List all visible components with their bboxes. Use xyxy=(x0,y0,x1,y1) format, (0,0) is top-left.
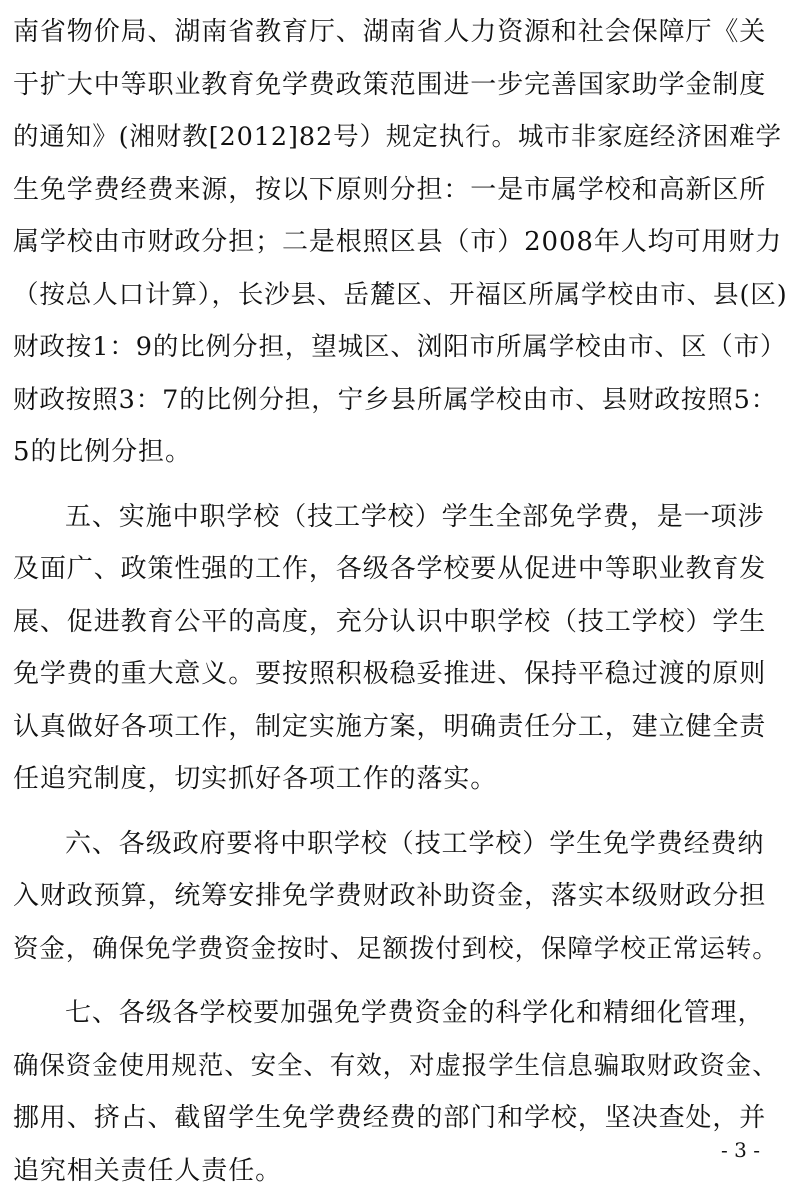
text-line: 任追究制度，切实抓好各项工作的落实。 xyxy=(13,753,789,806)
text-line: 展、促进教育公平的高度，充分认识中职学校（技工学校）学生 xyxy=(13,596,789,649)
text-line: 认真做好各项工作，制定实施方案，明确责任分工，建立健全责 xyxy=(13,701,789,754)
text-line: 五、实施中职学校（技工学校）学生全部免学费，是一项涉 xyxy=(13,491,789,544)
paragraph-section-7 xyxy=(13,987,789,1197)
paragraph-section-6 xyxy=(13,818,789,976)
page-number: - 3 - xyxy=(721,1138,760,1162)
document-page xyxy=(13,6,789,1197)
text-line: 财政按照3：7的比例分担，宁乡县所属学校由市、县财政按照5： xyxy=(13,374,789,427)
text-line: 追究相关责任人责任。 xyxy=(13,1145,789,1197)
text-line: 于扩大中等职业教育免学费政策范围进一步完善国家助学金制度 xyxy=(13,59,789,112)
page-footer xyxy=(0,1138,800,1162)
text-line: 生免学费经费来源，按以下原则分担：一是市属学校和高新区所 xyxy=(13,164,789,217)
paragraph-continuation xyxy=(13,6,789,479)
text-line: 六、各级政府要将中职学校（技工学校）学生免学费经费纳 xyxy=(13,818,789,871)
text-line: 属学校由市财政分担；二是根照区县（市）2008年人均可用财力 xyxy=(13,216,789,269)
text-line: 5的比例分担。 xyxy=(13,426,789,479)
text-line: （按总人口计算），长沙县、岳麓区、开福区所属学校由市、县(区) xyxy=(13,269,789,322)
paragraph-section-5 xyxy=(13,491,789,806)
text-line: 南省物价局、湖南省教育厅、湖南省人力资源和社会保障厅《关 xyxy=(13,6,789,59)
text-line: 的通知》(湘财教[2012]82号）规定执行。城市非家庭经济困难学 xyxy=(13,111,789,164)
text-line: 入财政预算，统筹安排免学费财政补助资金，落实本级财政分担 xyxy=(13,870,789,923)
text-line: 免学费的重大意义。要按照积极稳妥推进、保持平稳过渡的原则 xyxy=(13,648,789,701)
text-line: 及面广、政策性强的工作，各级各学校要从促进中等职业教育发 xyxy=(13,543,789,596)
text-line: 挪用、挤占、截留学生免学费经费的部门和学校，坚决查处，并 xyxy=(13,1092,789,1145)
text-line: 资金，确保免学费资金按时、足额拨付到校，保障学校正常运转。 xyxy=(13,923,789,976)
text-line: 确保资金使用规范、安全、有效，对虚报学生信息骗取财政资金、 xyxy=(13,1040,789,1093)
text-line: 财政按1：9的比例分担，望城区、浏阳市所属学校由市、区（市） xyxy=(13,321,789,374)
text-line: 七、各级各学校要加强免学费资金的科学化和精细化管理， xyxy=(13,987,789,1040)
